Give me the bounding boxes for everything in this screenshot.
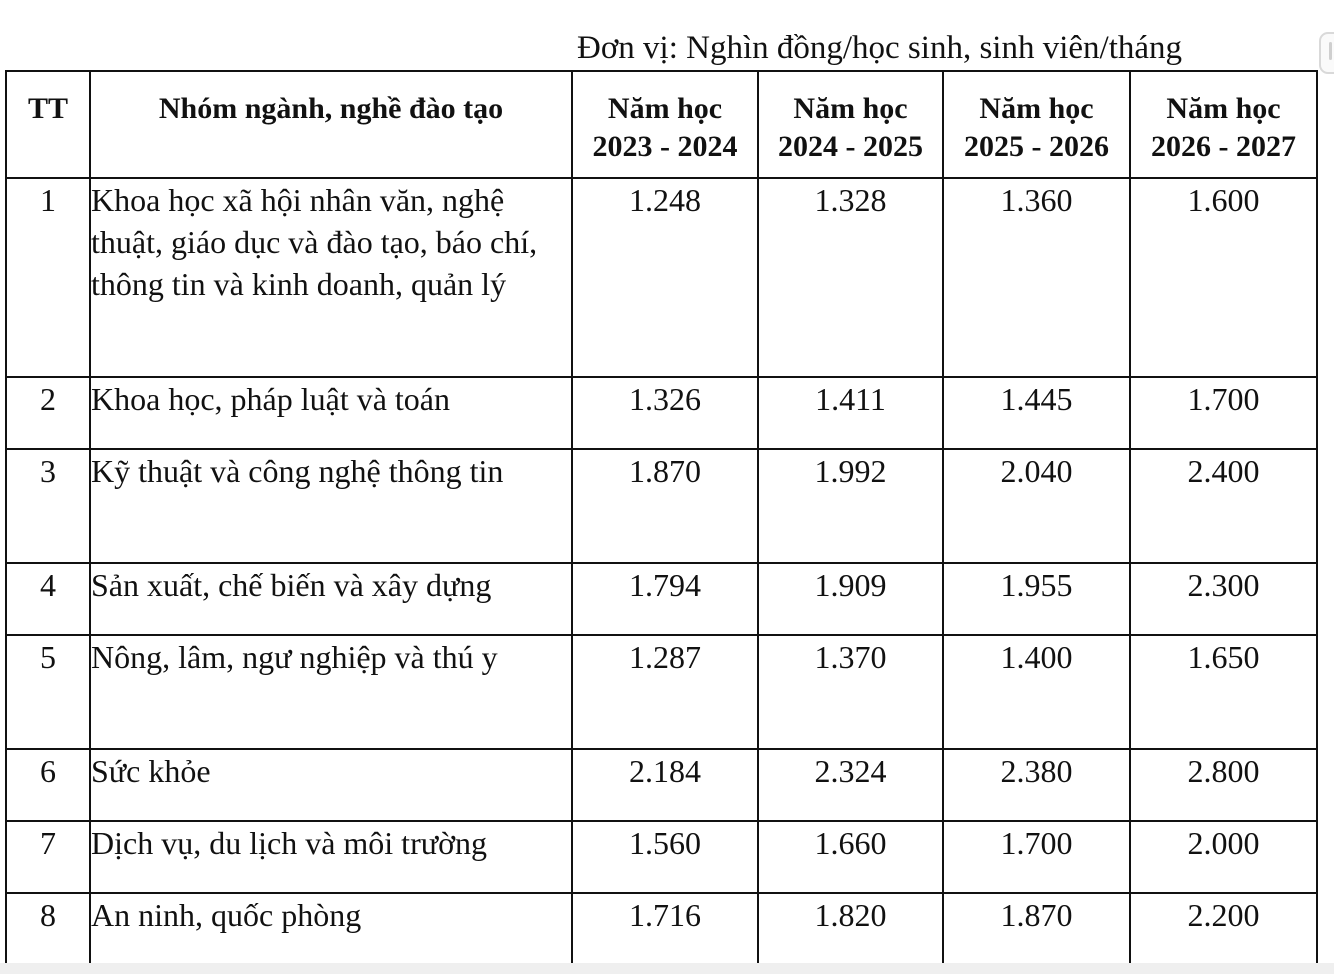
value-2024-2025: 1.820: [758, 893, 943, 965]
value-2024-2025: 1.328: [758, 178, 943, 377]
row-group-name: Sản xuất, chế biến và xây dựng: [90, 563, 572, 635]
value-2025-2026: 1.870: [943, 893, 1130, 965]
header-year-3: Năm học 2025 - 2026: [943, 71, 1130, 178]
value-2026-2027: 2.800: [1130, 749, 1317, 821]
row-group-name: An ninh, quốc phòng: [90, 893, 572, 965]
value-2025-2026: 2.380: [943, 749, 1130, 821]
value-2023-2024: 1.326: [572, 377, 758, 449]
row-tt: 8: [6, 893, 90, 965]
value-2024-2025: 1.411: [758, 377, 943, 449]
value-2025-2026: 1.445: [943, 377, 1130, 449]
table-header-row: [6, 71, 1317, 178]
table-row: [6, 893, 1317, 965]
row-group-name: Dịch vụ, du lịch và môi trường: [90, 821, 572, 893]
value-2024-2025: 1.992: [758, 449, 943, 563]
row-tt: 6: [6, 749, 90, 821]
value-2024-2025: 2.324: [758, 749, 943, 821]
scrollbar-handle[interactable]: [1319, 32, 1334, 74]
value-2023-2024: 1.716: [572, 893, 758, 965]
header-year-2: Năm học 2024 - 2025: [758, 71, 943, 178]
value-2025-2026: 1.360: [943, 178, 1130, 377]
value-2026-2027: 2.300: [1130, 563, 1317, 635]
window-bottom-edge: [0, 963, 1334, 974]
row-group-name: Khoa học xã hội nhân văn, nghệ thuật, giáo dục và đào tạo, báo chí, thông tin và kinh doanh, quản lý: [90, 178, 572, 377]
row-tt: 4: [6, 563, 90, 635]
value-2025-2026: 1.955: [943, 563, 1130, 635]
value-2024-2025: 1.660: [758, 821, 943, 893]
value-2025-2026: 2.040: [943, 449, 1130, 563]
row-group-name: Khoa học, pháp luật và toán: [90, 377, 572, 449]
row-tt: 5: [6, 635, 90, 749]
table-row: [6, 749, 1317, 821]
value-2026-2027: 1.650: [1130, 635, 1317, 749]
value-2025-2026: 1.700: [943, 821, 1130, 893]
row-tt: 1: [6, 178, 90, 377]
value-2026-2027: 2.400: [1130, 449, 1317, 563]
value-2024-2025: 1.370: [758, 635, 943, 749]
value-2026-2027: 2.000: [1130, 821, 1317, 893]
row-tt: 7: [6, 821, 90, 893]
value-2026-2027: 1.700: [1130, 377, 1317, 449]
value-2023-2024: 1.287: [572, 635, 758, 749]
unit-note: Đơn vị: Nghìn đồng/học sinh, sinh viên/tháng: [577, 30, 1183, 66]
table-row: [6, 635, 1317, 749]
row-group-name: Kỹ thuật và công nghệ thông tin: [90, 449, 572, 563]
value-2023-2024: 1.560: [572, 821, 758, 893]
tuition-table: [5, 70, 1318, 966]
table-row: [6, 563, 1317, 635]
row-group-name: Sức khỏe: [90, 749, 572, 821]
row-group-name: Nông, lâm, ngư nghiệp và thú y: [90, 635, 572, 749]
row-tt: 3: [6, 449, 90, 563]
header-tt: TT: [6, 71, 90, 178]
value-2023-2024: 1.870: [572, 449, 758, 563]
table-row: [6, 377, 1317, 449]
header-year-1: Năm học 2023 - 2024: [572, 71, 758, 178]
header-year-4: Năm học 2026 - 2027: [1130, 71, 1317, 178]
table-row: [6, 178, 1317, 377]
table-row: [6, 821, 1317, 893]
value-2026-2027: 2.200: [1130, 893, 1317, 965]
value-2023-2024: 2.184: [572, 749, 758, 821]
header-group: Nhóm ngành, nghề đào tạo: [90, 71, 572, 178]
row-tt: 2: [6, 377, 90, 449]
value-2024-2025: 1.909: [758, 563, 943, 635]
value-2023-2024: 1.794: [572, 563, 758, 635]
table-row: [6, 449, 1317, 563]
value-2023-2024: 1.248: [572, 178, 758, 377]
value-2026-2027: 1.600: [1130, 178, 1317, 377]
value-2025-2026: 1.400: [943, 635, 1130, 749]
